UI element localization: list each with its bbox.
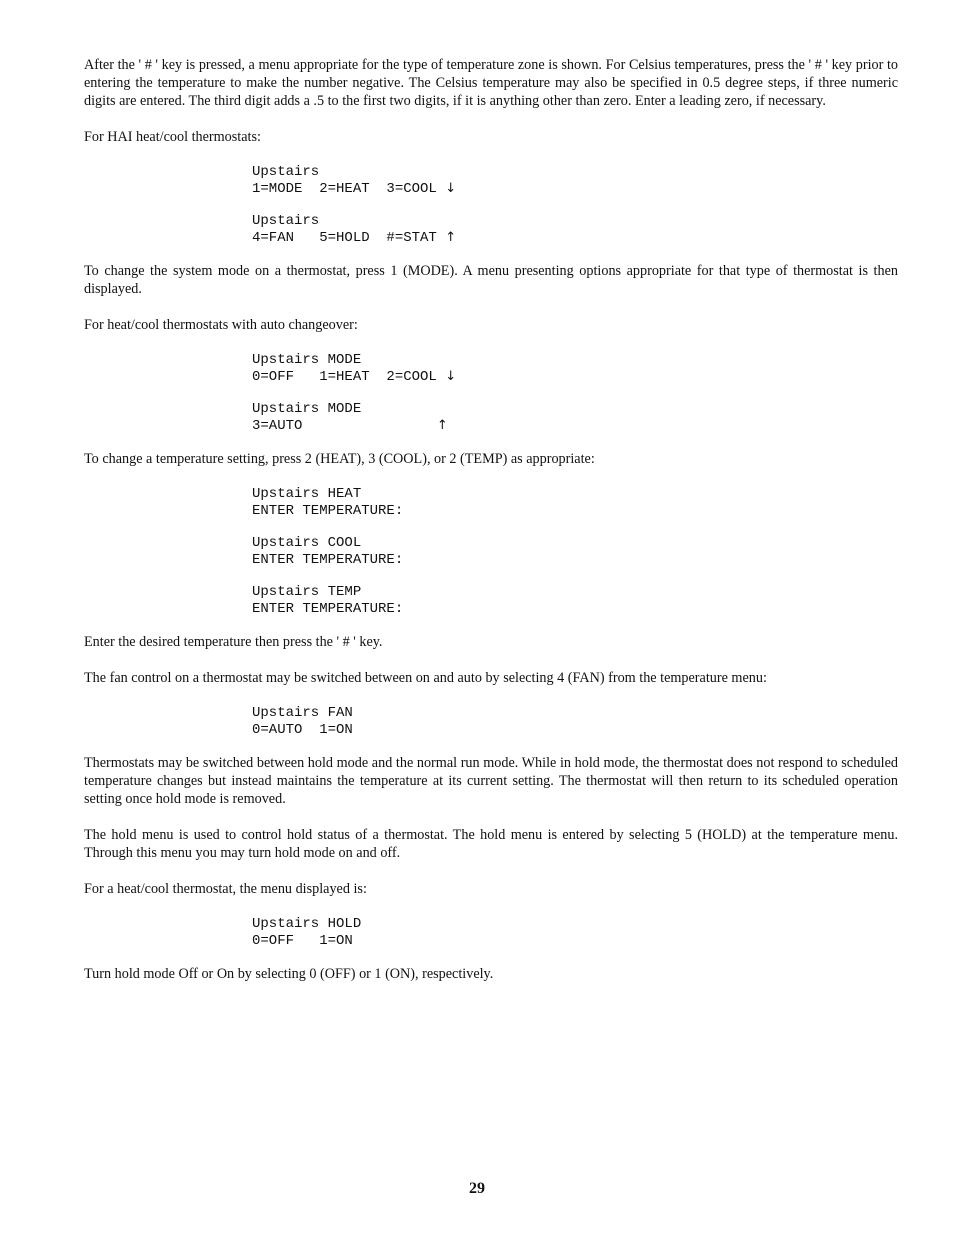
paragraph-hold-menu: The hold menu is used to control hold status of a thermostat. The hold menu is entered by selecting 5 (HOLD) at the temperature menu. Through this menu you may turn hold mode on and off. <box>84 827 898 861</box>
menu-line: Upstairs <box>252 213 320 229</box>
menu-line: ENTER TEMPERATURE: <box>252 502 404 519</box>
menu-display-hold <box>252 916 898 949</box>
down-arrow-icon: ↓ <box>445 180 457 196</box>
menu-display-mode-page1 <box>252 352 898 385</box>
menu-options: 4=FAN 5=HOLD #=STAT <box>252 229 446 246</box>
page-number: 29 <box>469 1180 485 1197</box>
menu-display-cool <box>252 535 898 568</box>
menu-line <box>252 230 898 247</box>
menu-line <box>252 369 898 386</box>
paragraph-hold-intro: For a heat/cool thermostat, the menu displayed is: <box>84 881 367 897</box>
menu-line: ENTER TEMPERATURE: <box>252 600 404 617</box>
paragraph-enter-temperature: Enter the desired temperature then press the ' # ' key. <box>84 634 383 650</box>
menu-line: Upstairs MODE <box>252 352 362 368</box>
menu-line: Upstairs HOLD <box>252 916 362 932</box>
up-arrow-icon: ↑ <box>436 417 448 433</box>
menu-display-heat <box>252 486 898 519</box>
paragraph-celsius-entry: After the ' # ' key is pressed, a menu appropriate for the type of temperature zone is shown. For Celsius temperatures, press the ' # ' key prior to entering the temperature to make the number negative. The Celsius temperature may also be specified in 0.5 degree steps, if three numeric digits are entered. The third digit adds a .5 to the first two digits, if it is anything other than zero. Enter a leading zero, if necessary. <box>84 57 898 109</box>
menu-display-temp <box>252 584 898 617</box>
paragraph-hold-mode: Thermostats may be switched between hold mode and the normal run mode. While in hold mode, the thermostat does not respond to scheduled temperature changes but instead maintains the temperature at its current setting. The thermostat will then return to its scheduled operation setting once hold mode is removed. <box>84 755 898 807</box>
menu-line: 0=OFF 1=ON <box>252 932 353 949</box>
paragraph-hold-toggle: Turn hold mode Off or On by selecting 0 (OFF) or 1 (ON), respectively. <box>84 966 494 982</box>
menu-line: Upstairs COOL <box>252 535 362 551</box>
menu-line <box>252 181 898 198</box>
menu-display-mode-page2 <box>252 401 898 434</box>
menu-line: Upstairs <box>252 164 320 180</box>
paragraph-fan-control: The fan control on a thermostat may be switched between on and auto by selecting 4 (FAN) from the temperature menu: <box>84 670 767 686</box>
menu-line: ENTER TEMPERATURE: <box>252 551 404 568</box>
paragraph-system-mode: To change the system mode on a thermostat, press 1 (MODE). A menu presenting options appropriate for that type of thermostat is then displayed. <box>84 263 898 297</box>
menu-line: Upstairs HEAT <box>252 486 362 502</box>
menu-line: Upstairs MODE <box>252 401 362 417</box>
document-page <box>84 56 898 1001</box>
paragraph-hai-intro: For HAI heat/cool thermostats: <box>84 129 261 145</box>
down-arrow-icon: ↓ <box>445 368 457 384</box>
menu-options: 1=MODE 2=HEAT 3=COOL <box>252 180 446 197</box>
menu-line: Upstairs TEMP <box>252 584 362 600</box>
paragraph-auto-changeover: For heat/cool thermostats with auto changeover: <box>84 317 358 333</box>
menu-line: Upstairs FAN <box>252 705 353 721</box>
paragraph-temperature-setting: To change a temperature setting, press 2 (HEAT), 3 (COOL), or 2 (TEMP) as appropriate: <box>84 451 595 467</box>
menu-options: 3=AUTO <box>252 417 437 434</box>
up-arrow-icon: ↑ <box>445 229 457 245</box>
menu-line: 0=AUTO 1=ON <box>252 721 353 738</box>
menu-display-main-page1 <box>252 164 898 197</box>
menu-options: 0=OFF 1=HEAT 2=COOL <box>252 368 446 385</box>
menu-line <box>252 418 898 435</box>
menu-display-main-page2 <box>252 213 898 246</box>
menu-display-fan <box>252 705 898 738</box>
